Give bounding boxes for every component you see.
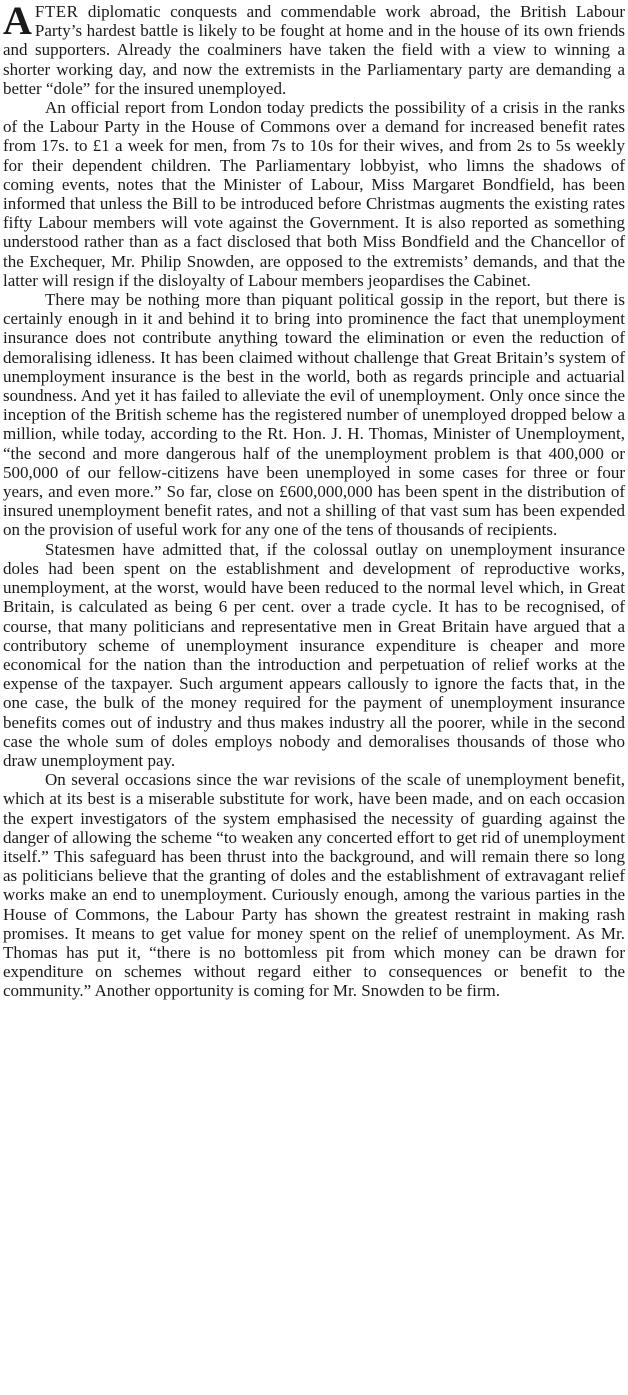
lead-caps: FTER (34, 2, 79, 21)
paragraph-3: There may be nothing more than piquant political gossip in the report, but there is certainly enough in it and behind it to bring into prominence the fact that unemployment insurance does not contribute anything toward the elimination or even the reduction of demoralising idleness. It has been claimed without challenge that Great Britain’s system of unemployment insurance is the best in the world, both as regards principle and actuarial soundness. And yet it has failed to alleviate the evil of unemployment. Only once since the inception of the British scheme has the registered number of unemployed dropped below a million, while today, according to the Rt. Hon. J. H. Thomas, Minister of Unemployment, “the second and more dangerous half of the unemployment problem is that 400,000 or 500,000 of our fellow-citizens have been unemployed in some cases for three or four years, and even more.” So far, close on £600,000,000 has been spent in the distribution of insured unemployment benefit rates, and not a shilling of that vast sum has been expended on the provision of useful work for any one of the tens of thousands of recipients. (3, 290, 625, 540)
paragraph-2: An official report from London today predicts the possibility of a crisis in the ranks of the Labour Party in the House of Commons over a demand for increased benefit rates from 17s. to £1 a week for men, from 7s to 10s for their wives, and from 2s to 5s weekly for their dependent children. The Parliamentary lobbyist, who limns the shadows of coming events, notes that the Minister of Labour, Miss Margaret Bondfield, has been informed that unless the Bill to be introduced before Christmas augments the existing rates fifty Labour members will vote against the Government. It is also reported as something understood rather than as a fact disclosed that both Miss Bondfield and the Chancellor of the Exchequer, Mr. Philip Snowden, are opposed to the extremists’ demands, and that the latter will resign if the disloyalty of Labour members jeopardises the Cabinet. (3, 98, 625, 290)
article-body (3, 0, 625, 1001)
paragraph-4: Statesmen have admitted that, if the colossal outlay on unemployment insurance doles had been spent on the establishment and development of reproductive works, unemployment, at the worst, would have been reduced to the normal level which, in Great Britain, is calculated as being 6 per cent. over a trade cycle. It has to be recognised, of course, that many politicians and representative men in Great Britain have argued that a contributory scheme of unemployment insurance expenditure is cheaper and more economical for the nation than the introduction and perpetuation of relief works at the expense of the taxpayer. Such argument appears callously to ignore the facts that, in the one case, the bulk of the money required for the payment of unemployment insurance benefits comes out of industry and thus makes industry all the poorer, while in the second case the whole sum of doles employs nobody and demoralises thousands of those who draw unemployment pay. (3, 539, 625, 770)
paragraph-1 (3, 2, 625, 98)
paragraph-5: On several occasions since the war revisions of the scale of unemployment benefit, which at its best is a miserable substitute for work, have been made, and on each occasion the expert investigators of the system emphasised the necessity of guarding against the danger of allowing the scheme “to weaken any concerted effort to get rid of unemployment itself.” This safeguard has been thrust into the background, and will remain there so long as politicians believe that the granting of doles and the establishment of extravagant relief works make an end to unemployment. Curiously enough, among the various parties in the House of Commons, the Labour Party has shown the greatest restraint in making rash promises. It means to get value for money spent on the relief of unemployment. As Mr. Thomas has put it, “there is no bottomless pit from which money can be drawn for expenditure on schemes without regard either to consequences or benefit to the community.” Another opportunity is coming for Mr. Snowden to be firm. (3, 770, 625, 1001)
drop-cap: A (3, 0, 32, 43)
paragraph-1-text: diplomatic conquests and commendable work abroad, the British Labour Party’s hardest battle is likely to be fought at home and in the house of its own friends and supporters. Already the coalminers have taken the field with a view to winning a shorter working day, and now the extremists in the Parliamentary party are demanding a better “dole” for the insured unemployed. (3, 2, 625, 98)
